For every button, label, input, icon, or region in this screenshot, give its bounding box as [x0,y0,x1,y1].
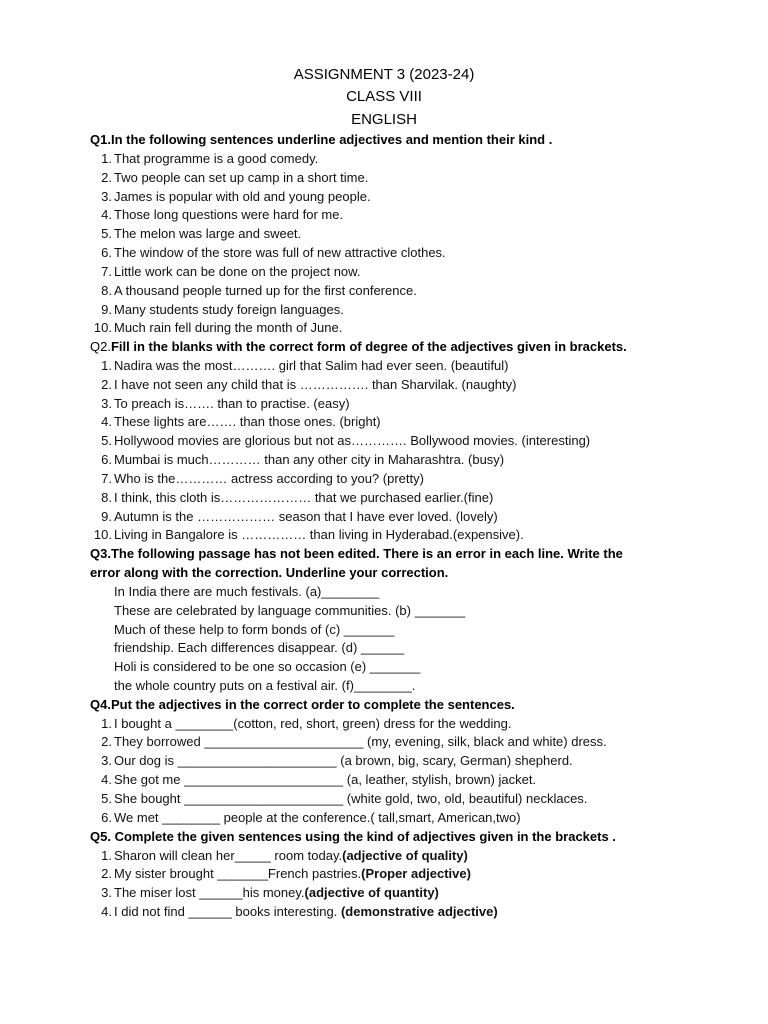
passage-line: the whole country puts on a festival air. (f)________. [114,678,416,693]
passage-line: In India there are much festivals. (a)________ [114,584,380,599]
assignment-title: ASSIGNMENT 3 (2023-24) [293,66,475,83]
passage-line: Holi is considered to be one so occasion (e) _______ [114,659,421,674]
q5-heading: Q5. Complete the given sentences using the kind of adjectives given in the brackets . [90,829,616,844]
passage-line: These are celebrated by language communities. (b) _______ [114,603,466,618]
q3-heading-line1: Q3.The following passage has not been edited. There is an error in each line. Write the [90,546,623,561]
assignment-page: ASSIGNMENT 3 (2023-24) CLASS VIII ENGLISH Q1.In the following sentences underline adjectives and mention their kind . 1. That programme is a good comedy. 2. Two people can set up camp in a short time. 3. James is popular with old and young people. 4. Those long questions were hard for me. 5. The melon was large and sweet. 6. The window of the store was full of new attractive clothes. 7. Little work can be done on the project now. 8. A thousand people turned up for the first conference. 9. Many students study foreign languages. 10. Much rain fell during the month of June. Q2.Fill in the blanks with the correct form of degree of the adjectives given in brackets. 1. Nadira was the most………. girl that Salim had ever seen. (beautiful) 2. I have not seen any child that is ……………. than Sharvilak. (naughty) 3. To preach is……. than to practise. (easy) 4. These lights are……. than those ones. (bright) 5. Hollywood movies are glorious but not as…………. Bollywood movies. (interesting) 6. Mumbai is much………… than any other city in Maharashtra. (busy) 7. Who is the………… actress according to you? (pretty) 8. I think, this cloth is………………… that we purchased earlier.(fine) 9. Autumn is the ……………… season that I have ever loved. (lovely) 10. Living in Bangalore is …………… than living in Hyderabad.(expensive). Q3.The following passage has not been edited. There is an error in each line. Write the error along with the correction. Underline your correction. In India there are much festivals. (a)________ These are celebrated by language communities. (b) _______ Much of these help to form bonds of (c) _______ friendship. Each differences disappear. (d) ______ Holi is considered to be one so occasion (e) _______ the whole country puts on a festival air. (f)________. Q4.Put the adjectives in the correct order to complete the sentences. 1. I bought a ________(cotton, red, short, green) dress for the wedding. 2. They borrowed ______________________ (my, evening, silk, black and white) dress. 3. Our dog is ______________________ (a brown, big, scary, German) shepherd. 4. She got me ______________________ (a, leather, stylish, brown) jacket. 5. She bought ______________________ (white gold, two, old, beautiful) necklaces. 6. We met ________ people at the conference.( tall,smart, American,two) Q5. Complete the given sentences using the kind of adjectives given in the brackets . 1. Sharon will clean her_____ room today.(adjective of quality) 2. My sister brought _______French pastries.(Proper adjective) 3. The miser lost ______his money.(adjective of quantity) 4. I did not find ______ books interesting. (demonstrative adjective) [0,0,768,1024]
class-title: CLASS VIII [346,88,422,105]
subject-title: ENGLISH [351,111,417,128]
q2-heading: Q2.Fill in the blanks with the correct form of degree of the adjectives given in brackets. [90,339,627,354]
passage-line: Much of these help to form bonds of (c) _______ [114,622,395,637]
q4-heading: Q4.Put the adjectives in the correct order to complete the sentences. [90,697,515,712]
passage-line: friendship. Each differences disappear. (d) ______ [114,640,405,655]
q3-heading-line2: error along with the correction. Underline your correction. [90,565,449,580]
q1-heading: Q1.In the following sentences underline adjectives and mention their kind . [90,132,553,147]
